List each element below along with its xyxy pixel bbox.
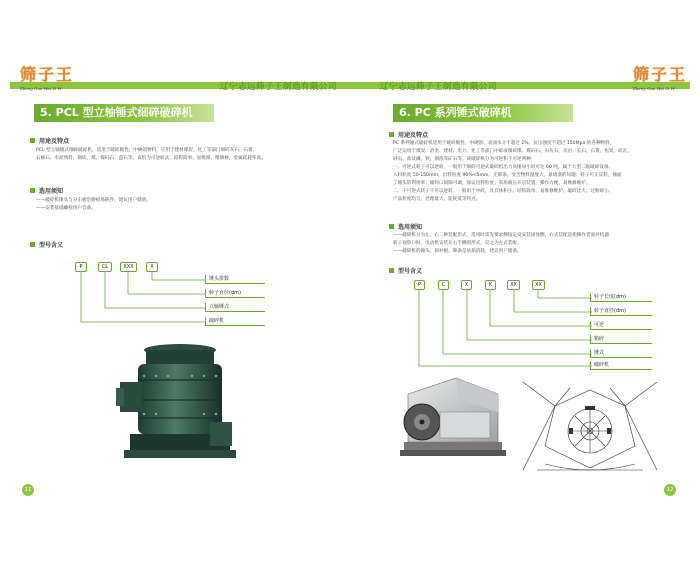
model-heading-right — [389, 266, 422, 275]
company-name-right: 辽宁志远筛子王制造有限公司 — [380, 82, 498, 92]
model-connector-lines-left — [70, 270, 220, 330]
model-code-box: P — [414, 280, 425, 290]
usage-line: 一、可逆式转子可以逆转，一般用于细碎可逆式破碎机出力高锤每小时可达 60 吨，属于大型二级破碎设备。 — [393, 165, 614, 170]
model-label: 锤头排数 — [205, 275, 265, 284]
model-code-box: XX — [507, 280, 520, 290]
pcl-crusher-photo — [110, 342, 250, 472]
model-code-box: CL — [98, 262, 112, 272]
model-heading-text: 型号含义 — [39, 242, 64, 249]
model-code-box: X — [461, 280, 472, 290]
usage-line: 入料粒度 50-150mm，出料粒度 90%<5mm，无筛条。受苦物料湿度大，易堵塞的问题；转子可正反转，锤面 — [393, 173, 622, 178]
note-line: ——破碎机锤头与分击板是磨损易耗件，建议用户储备。 — [36, 198, 151, 203]
usage-heading-text: 用途及特点 — [39, 138, 70, 145]
brand-logo-left: 筛子王 — [20, 65, 75, 84]
bullet-square-icon — [389, 132, 394, 137]
brand-logo-sub-left: Zheng Guo Wai Zi W — [20, 86, 62, 91]
brand-logo-sub-right: Zheng Guo Wai Zi W — [633, 86, 675, 91]
section-title-left: 5. PCL 型立轴锤式细碎破碎机 — [34, 104, 214, 122]
model-label: 转子长度(dm) — [590, 293, 652, 302]
usage-line: 广泛运用于煤炭、冶金、建材、电力、化工等部门中碎或细碎煤、煤矸石、石灰石、页岩、长石、石膏、焦炭、砖瓦、 — [393, 149, 632, 154]
usage-heading-right — [389, 130, 428, 139]
page-number-right: 12 — [664, 484, 676, 496]
model-label: 转子直径(dm) — [205, 289, 265, 298]
model-code-box: X — [146, 262, 158, 272]
notes-heading-right — [389, 222, 422, 231]
usage-line: PCL 型立轴锤式细碎破碎机，适用于破碎脆性、中硬的物料，应用于建材煤炭、化工等部门细碎灰石、石膏、 — [36, 148, 258, 153]
model-code-box: XXX — [120, 262, 137, 272]
model-label: 破碎机 — [590, 361, 652, 370]
model-heading-left — [30, 240, 63, 249]
pc-crusher-photo — [388, 372, 508, 472]
note-line: 转子观察口时，电动机安装在右手侧的形式，反之为左式装配。 — [393, 241, 522, 246]
pc-crusher-drawing — [515, 376, 665, 476]
note-line: ——安装基础螺栓用户自备。 — [36, 206, 96, 211]
notes-heading-text: 选用须知 — [398, 224, 423, 231]
notes-heading-text: 选用须知 — [39, 188, 64, 195]
model-label: 破碎机 — [205, 317, 265, 326]
usage-heading-left — [30, 136, 69, 145]
model-code-box: C — [438, 280, 449, 290]
usage-line: 二、不可逆式转子不可以逆转。一般用于中碎，具有体积小、结构简单、易维修维护、破碎比大、过粉碎小、 — [393, 189, 614, 194]
section-title-right: 6. PC 系列锤式破碎机 — [393, 104, 573, 122]
usage-line: 产品粒度均匀、处理量大、能耗低等特点。 — [393, 197, 481, 202]
model-connector-lines-right — [410, 288, 595, 368]
model-code-box: K — [485, 280, 496, 290]
bullet-square-icon — [30, 188, 35, 193]
model-heading-text: 型号含义 — [398, 268, 423, 275]
note-line: ——破碎机的锤头、锁衬板、筛条是易损消耗，建议用户储备。 — [393, 249, 522, 254]
model-label: 立轴锤式 — [205, 303, 265, 312]
company-name-left: 辽宁志远筛子王制造有限公司 — [220, 82, 338, 92]
bullet-square-icon — [389, 224, 394, 229]
usage-text-right — [393, 140, 683, 204]
page-number-left: 11 — [22, 484, 34, 496]
usage-line: 石棉石、水泥熟料、钢砖、煤、煤矸石、萤石等。该机为可逆转式，结构简单、易维修、维修修，金属耗耗率高。 — [36, 156, 266, 161]
model-label: 可逆 — [590, 321, 652, 330]
notes-text-right — [393, 232, 683, 256]
usage-heading-text: 用途及特点 — [398, 132, 429, 139]
bullet-square-icon — [30, 242, 35, 247]
usage-line: PC 系列锤式破碎机适用于破碎脆性、中硬的、表面水分不超过 2%、抗压强度不超过 150Mpa 的各种物料， — [393, 141, 615, 146]
notes-text-left — [36, 197, 326, 213]
model-label: 锤式 — [590, 349, 652, 358]
usage-text-left — [36, 147, 336, 163]
bullet-square-icon — [30, 138, 35, 143]
usage-line: 砂石、盐及磷、铁、钢渣等矿石等。该破碎机分为可逆和不可逆两种： — [393, 157, 536, 162]
model-code-box: P — [75, 262, 87, 272]
bullet-square-icon — [389, 268, 394, 273]
model-code-box: XX — [532, 280, 545, 290]
model-label: 转子直径(dm) — [590, 307, 652, 316]
note-line: ——破碎机分为左、右二种装配形式，选用时需先要求侧按定受安装固体侧，右式装配是指操作者面对机器 — [393, 233, 609, 238]
notes-heading-left — [30, 186, 63, 195]
brand-logo-right: 筛子王 — [633, 65, 688, 84]
usage-line: 了锤头的利用率；锤料口间隙可调，保证出料粒度；采用液压开启装置，操作方便，易维修维护。 — [393, 181, 591, 186]
model-label: 箱碎 — [590, 335, 652, 344]
